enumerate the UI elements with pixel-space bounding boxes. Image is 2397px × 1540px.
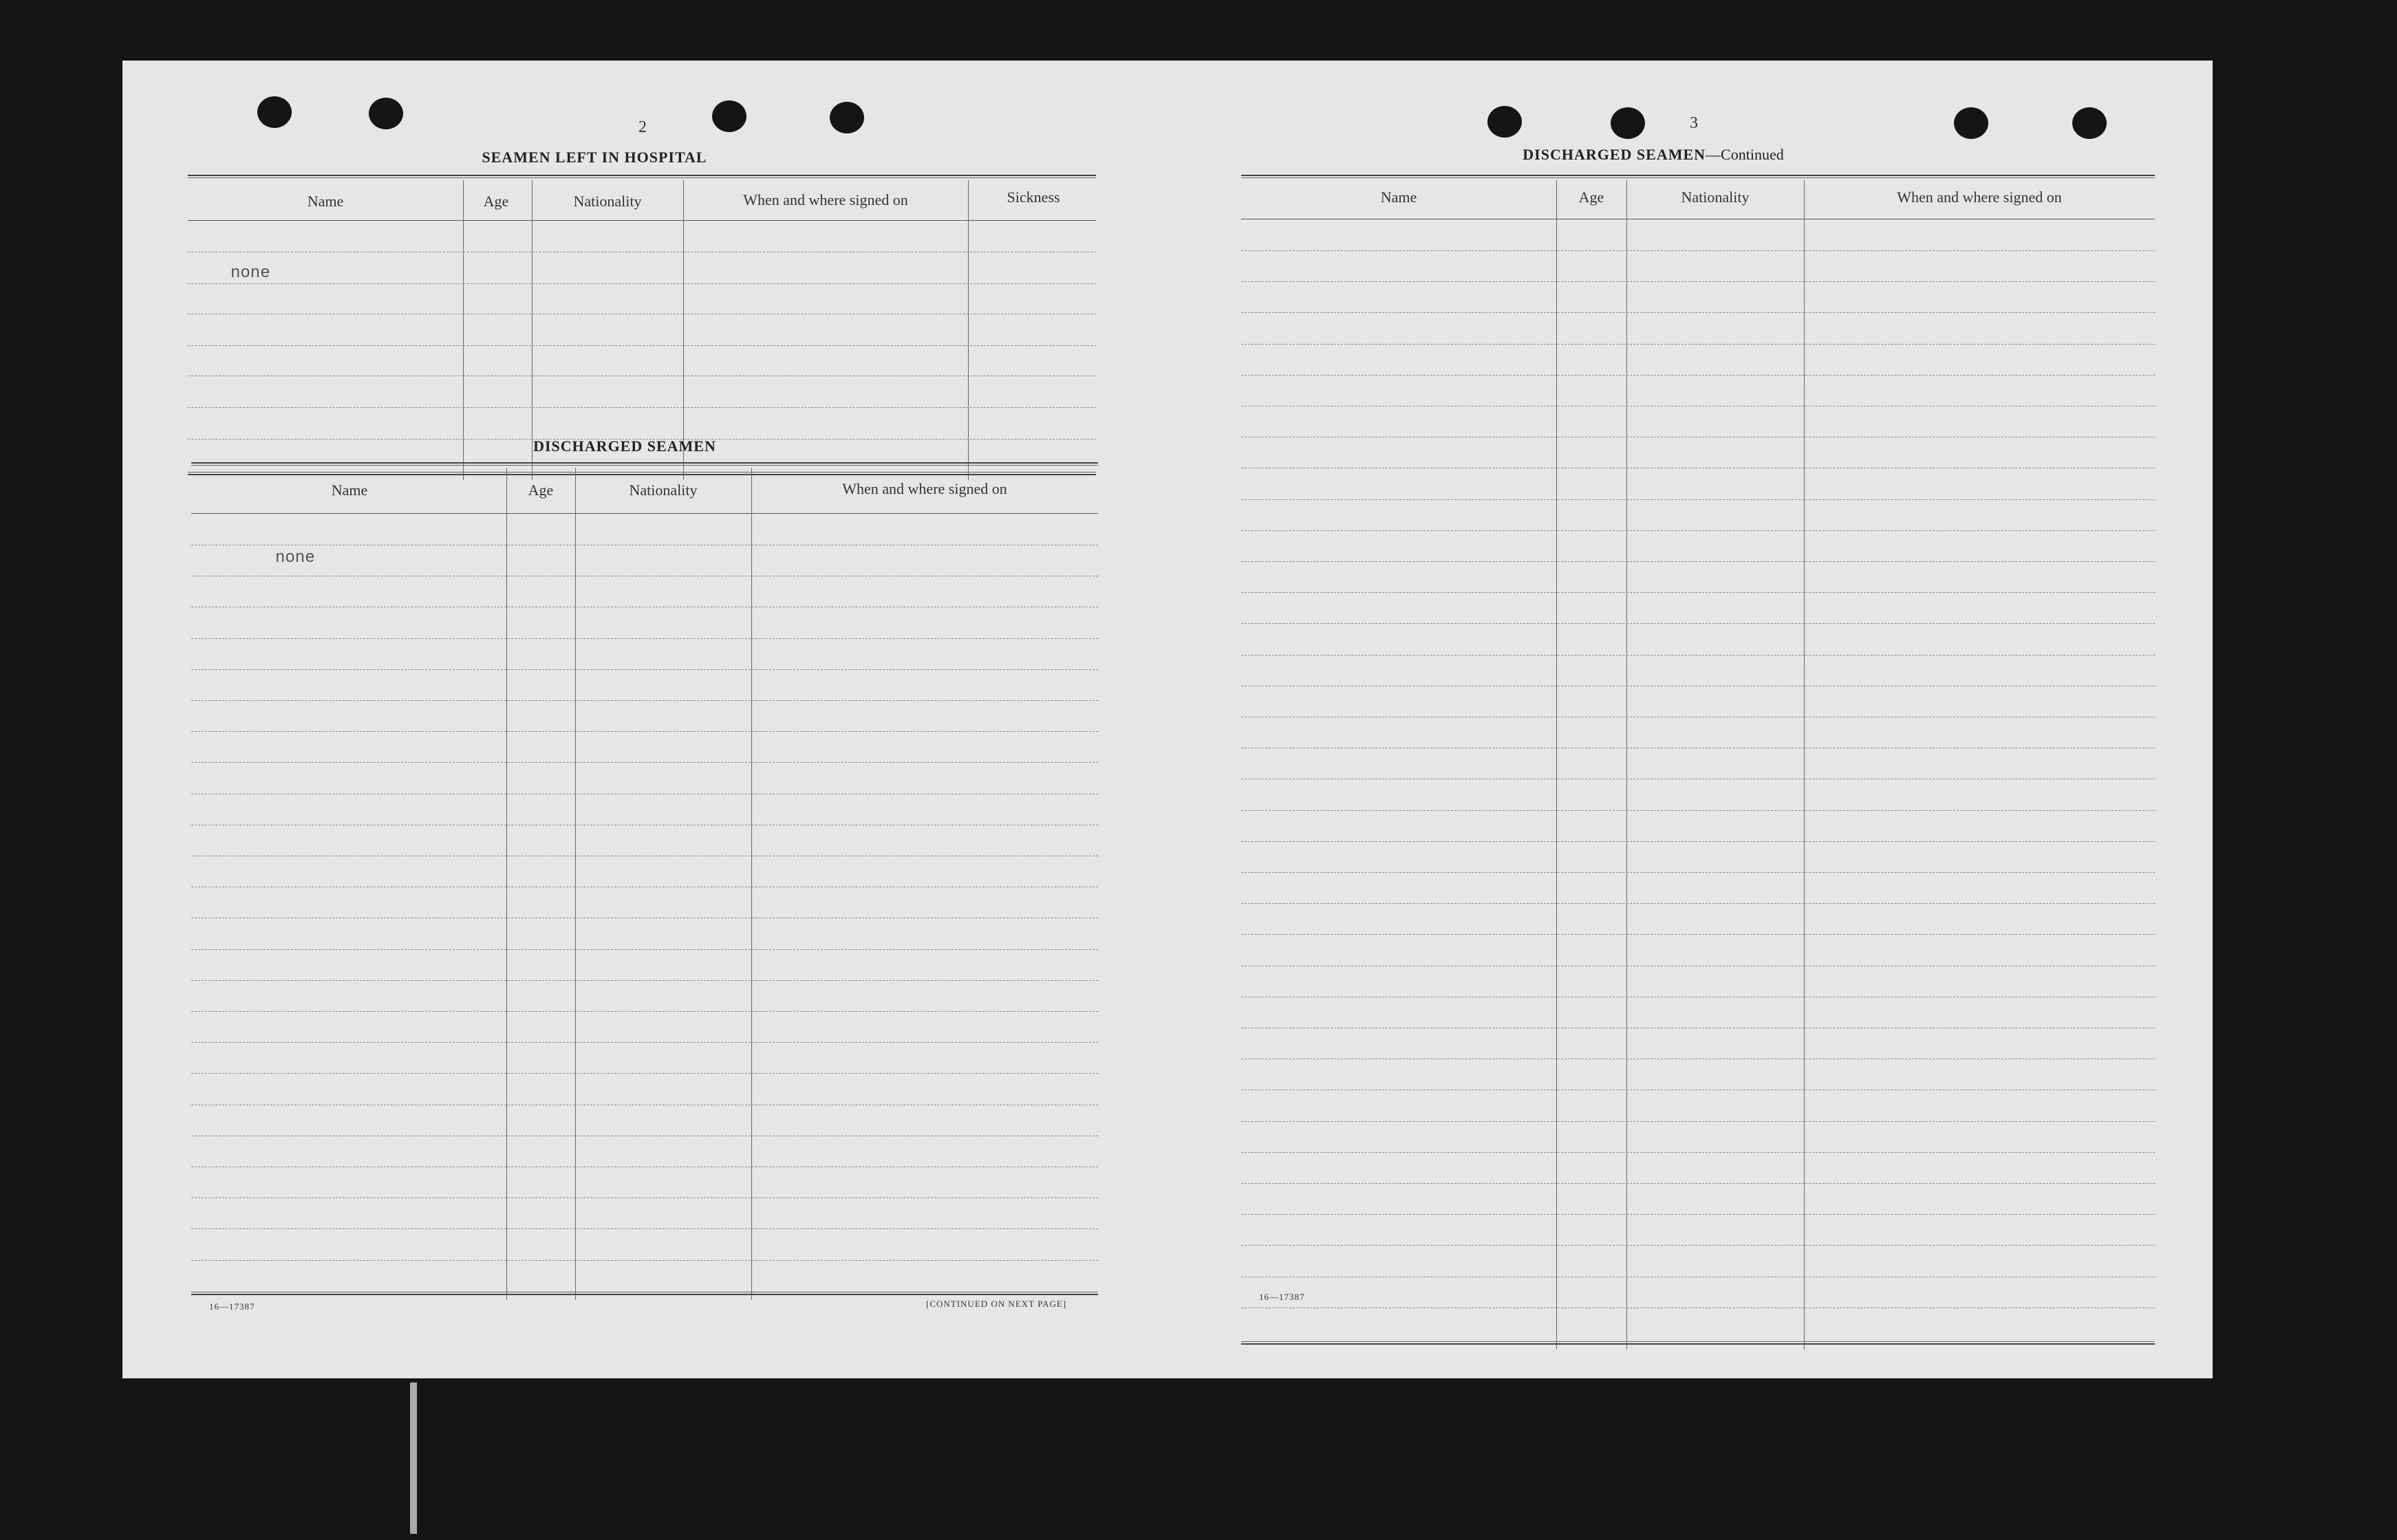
ruled-line — [191, 638, 1098, 639]
ruled-line — [191, 1197, 1098, 1198]
column-header-age: Age — [483, 193, 509, 210]
continued-note: [CONTINUED ON NEXT PAGE] — [926, 1299, 1067, 1309]
right-title-continued: —Continued — [1706, 146, 1784, 163]
ruled-line — [191, 949, 1098, 950]
ruled-line — [1241, 281, 2155, 282]
ruled-line — [191, 1073, 1098, 1074]
column-header-name: Name — [331, 481, 368, 499]
ruled-line — [191, 1228, 1098, 1229]
discharged-entry: none — [275, 549, 315, 567]
column-header-signed-on: When and where signed on — [1897, 188, 2062, 206]
punch-hole — [369, 98, 403, 129]
right-title-main: DISCHARGED SEAMEN — [1523, 146, 1706, 163]
ruled-line — [191, 1260, 1098, 1261]
ruled-line — [1241, 1121, 2155, 1122]
column-header-sickness: Sickness — [1007, 188, 1060, 206]
ruled-line — [1241, 344, 2155, 345]
ruled-line — [191, 731, 1098, 732]
hospital-entry: none — [230, 264, 270, 283]
ruled-line — [1241, 375, 2155, 376]
ruled-line — [191, 669, 1098, 670]
ruled-line — [1241, 1214, 2155, 1215]
ruled-line — [191, 700, 1098, 701]
page-number-right: 3 — [1690, 114, 1698, 132]
ruled-line — [1241, 810, 2155, 811]
ruled-line — [191, 1011, 1098, 1012]
ruled-line — [1241, 1152, 2155, 1153]
ruled-line — [191, 980, 1098, 981]
ruled-line — [1241, 934, 2155, 935]
ruled-line — [191, 762, 1098, 763]
column-header-name: Name — [1380, 188, 1417, 206]
discharged-table-left — [191, 462, 1098, 1301]
ruled-line — [1241, 499, 2155, 500]
column-header-nationality: Nationality — [573, 193, 642, 210]
ruled-line — [1241, 530, 2155, 531]
hospital-section-title: SEAMEN LEFT IN HOSPITAL — [482, 149, 707, 166]
punch-hole — [257, 96, 292, 128]
page-number-left: 2 — [638, 118, 647, 136]
ruled-line — [1241, 841, 2155, 842]
punch-hole — [1954, 107, 1988, 139]
ruled-line — [1241, 903, 2155, 904]
ruled-line — [1241, 1089, 2155, 1090]
ruled-line — [1241, 1245, 2155, 1246]
punch-hole — [1487, 106, 1522, 138]
column-header-nationality: Nationality — [629, 481, 698, 499]
column-header-signed-on: When and where signed on — [842, 480, 1007, 497]
ruled-line — [1241, 1183, 2155, 1184]
punch-hole — [830, 102, 864, 133]
form-number-left: 16—17387 — [209, 1301, 255, 1312]
punch-hole — [1611, 107, 1645, 139]
punch-hole — [712, 100, 746, 132]
hospital-table — [188, 175, 1096, 481]
ruled-line — [1241, 592, 2155, 593]
ruled-line — [1241, 623, 2155, 624]
discharged-table-right — [1241, 175, 2155, 1348]
column-header-nationality: Nationality — [1681, 188, 1750, 206]
column-header-signed-on: When and where signed on — [743, 191, 908, 208]
column-header-name: Name — [307, 193, 344, 210]
ruled-line — [1241, 250, 2155, 251]
right-section-title — [1498, 146, 1808, 164]
document-sheet — [122, 61, 2213, 1378]
ruled-line — [191, 1042, 1098, 1043]
scan-edge-artifact — [410, 1382, 417, 1534]
ruled-line — [1241, 561, 2155, 562]
column-header-age: Age — [528, 481, 554, 499]
column-header-age: Age — [1578, 188, 1604, 206]
ruled-line — [1241, 312, 2155, 313]
punch-hole — [2072, 107, 2107, 139]
ruled-line — [1241, 872, 2155, 873]
discharged-section-title: DISCHARGED SEAMEN — [533, 437, 716, 455]
form-number-right: 16—17387 — [1259, 1292, 1305, 1302]
